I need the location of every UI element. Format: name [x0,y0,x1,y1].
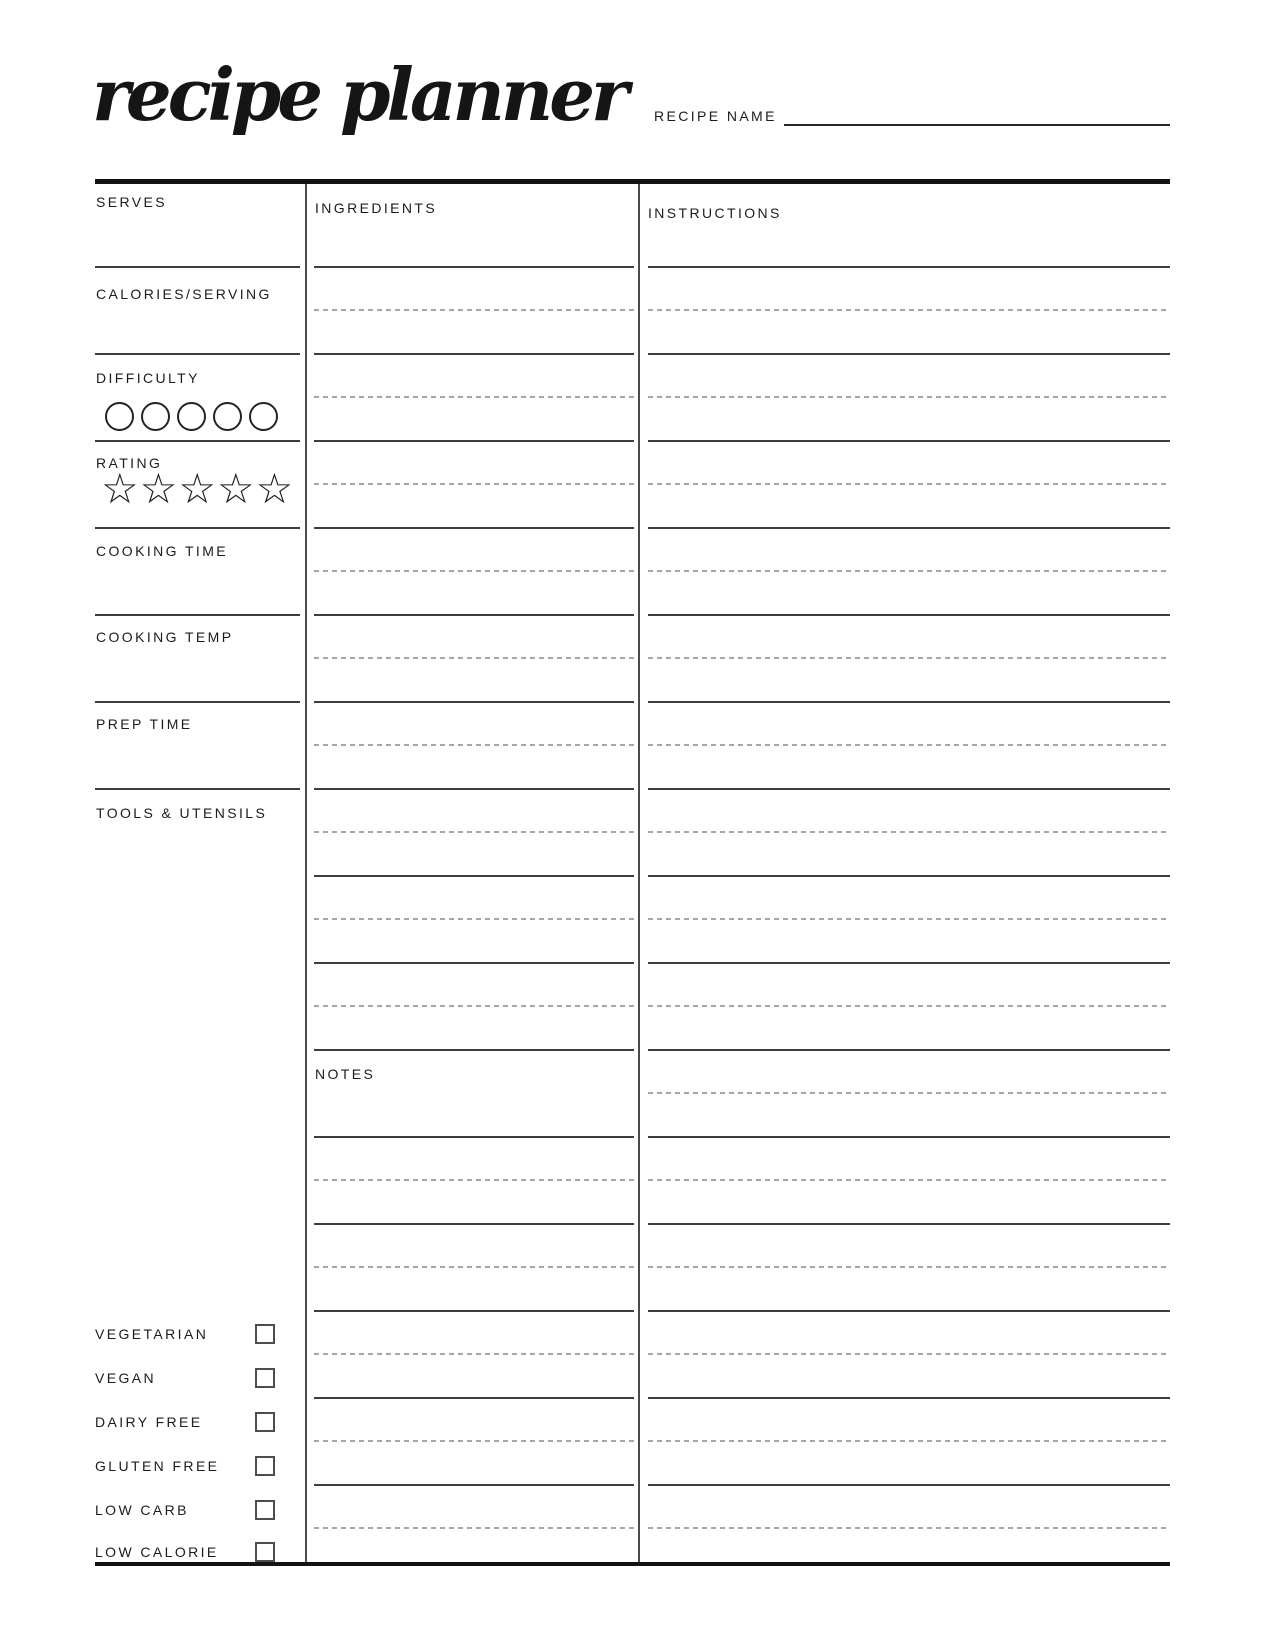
low-calorie-checkbox[interactable] [255,1542,275,1562]
rating-stars [101,464,295,513]
dairy-free-label: DAIRY FREE [95,1414,203,1430]
cooking-time-rule [95,614,300,616]
rating-label: RATING [96,455,163,471]
writing-line-solid [314,440,634,442]
writing-line-solid [314,1484,634,1486]
writing-line-solid [314,1397,634,1399]
diet-row-low-calorie [95,1540,275,1564]
writing-line-dashed [648,918,1170,920]
writing-line-solid [648,788,1170,790]
cooking-time-label: COOKING TIME [96,543,228,559]
difficulty-circle-icon[interactable] [249,402,278,431]
writing-line-solid [314,1223,634,1225]
ingredients-writing-lines [314,266,634,1562]
difficulty-circle-icon[interactable] [213,402,242,431]
writing-line-dashed [648,1266,1170,1268]
page-title: recipe planner [92,52,625,137]
writing-line-dashed [314,1527,634,1529]
writing-line-dashed [314,1005,634,1007]
notes-heading: NOTES [315,1066,376,1082]
recipe-name-input-line[interactable] [784,124,1170,126]
writing-line-solid [648,614,1170,616]
difficulty-circle-icon[interactable] [177,402,206,431]
writing-line-solid [648,1397,1170,1399]
low-carb-checkbox[interactable] [255,1500,275,1520]
writing-line-solid [648,440,1170,442]
writing-line-solid [648,1136,1170,1138]
writing-line-solid [314,1049,634,1051]
vegetarian-checkbox[interactable] [255,1324,275,1344]
vegan-checkbox[interactable] [255,1368,275,1388]
rating-star-icon[interactable]: ☆ [216,464,256,513]
difficulty-rule [95,440,300,442]
vegetarian-label: VEGETARIAN [95,1326,209,1342]
instructions-writing-lines [648,266,1170,1562]
difficulty-circle-icon[interactable] [141,402,170,431]
writing-line-solid [314,527,634,529]
writing-line-solid [648,527,1170,529]
writing-line-dashed [314,483,634,485]
writing-line-dashed [314,1266,634,1268]
instructions-heading: INSTRUCTIONS [648,205,782,221]
calories-rule [95,353,300,355]
prep-time-rule [95,788,300,790]
column-divider-right [638,184,640,1562]
cooking-temp-rule [95,701,300,703]
writing-line-dashed [314,918,634,920]
rating-star-icon[interactable]: ☆ [255,464,295,513]
writing-line-solid [648,1310,1170,1312]
writing-line-dashed [314,309,634,311]
writing-line-solid [314,353,634,355]
writing-line-dashed [314,1179,634,1181]
writing-line-solid [648,701,1170,703]
writing-line-solid [648,1049,1170,1051]
cooking-temp-label: COOKING TEMP [96,629,234,645]
writing-line-solid [648,266,1170,268]
writing-line-dashed [314,396,634,398]
diet-row-vegetarian [95,1322,275,1346]
writing-line-dashed [314,1353,634,1355]
writing-line-dashed [648,657,1170,659]
writing-line-dashed [648,396,1170,398]
serves-label: SERVES [96,194,167,210]
writing-line-solid [314,266,634,268]
recipe-name-label: RECIPE NAME [654,108,777,124]
writing-line-solid [314,962,634,964]
column-divider-left [305,184,307,1562]
top-border [95,179,1170,184]
rating-star-icon[interactable]: ☆ [139,464,179,513]
writing-line-dashed [648,1005,1170,1007]
dairy-free-checkbox[interactable] [255,1412,275,1432]
low-carb-label: LOW CARB [95,1502,189,1518]
writing-line-dashed [648,1440,1170,1442]
writing-line-dashed [314,831,634,833]
prep-time-label: PREP TIME [96,716,193,732]
gluten-free-checkbox[interactable] [255,1456,275,1476]
writing-line-dashed [314,1440,634,1442]
writing-line-dashed [648,744,1170,746]
ingredients-heading: INGREDIENTS [315,200,438,216]
diet-row-vegan [95,1366,275,1390]
writing-line-solid [648,353,1170,355]
difficulty-label: DIFFICULTY [96,370,200,386]
writing-line-dashed [648,1179,1170,1181]
diet-row-dairy-free [95,1410,275,1434]
writing-line-solid [314,614,634,616]
rating-star-icon[interactable]: ☆ [178,464,217,513]
rating-star-icon[interactable]: ☆ [101,464,140,513]
writing-line-dashed [648,483,1170,485]
writing-line-dashed [648,1353,1170,1355]
writing-line-solid [314,875,634,877]
diet-row-low-carb [95,1498,275,1522]
serves-rule [95,266,300,268]
writing-line-dashed [314,744,634,746]
calories-label: CALORIES/SERVING [96,286,272,302]
writing-line-dashed [648,831,1170,833]
rating-rule [95,527,300,529]
writing-line-solid [314,701,634,703]
difficulty-circle-icon[interactable] [105,402,134,431]
writing-line-solid [648,962,1170,964]
writing-line-solid [314,788,634,790]
writing-line-dashed [648,570,1170,572]
vegan-label: VEGAN [95,1370,157,1386]
low-calorie-label: LOW CALORIE [95,1544,219,1560]
writing-line-dashed [648,309,1170,311]
writing-line-solid [648,1223,1170,1225]
gluten-free-label: GLUTEN FREE [95,1458,220,1474]
writing-line-dashed [648,1527,1170,1529]
writing-line-solid [648,875,1170,877]
writing-line-dashed [314,657,634,659]
difficulty-circles [105,402,278,431]
writing-line-dashed [648,1092,1170,1094]
tools-utensils-label: TOOLS & UTENSILS [96,805,268,821]
writing-line-solid [648,1484,1170,1486]
writing-line-solid [314,1310,634,1312]
writing-line-solid [314,1136,634,1138]
diet-row-gluten-free [95,1454,275,1478]
writing-line-dashed [314,570,634,572]
